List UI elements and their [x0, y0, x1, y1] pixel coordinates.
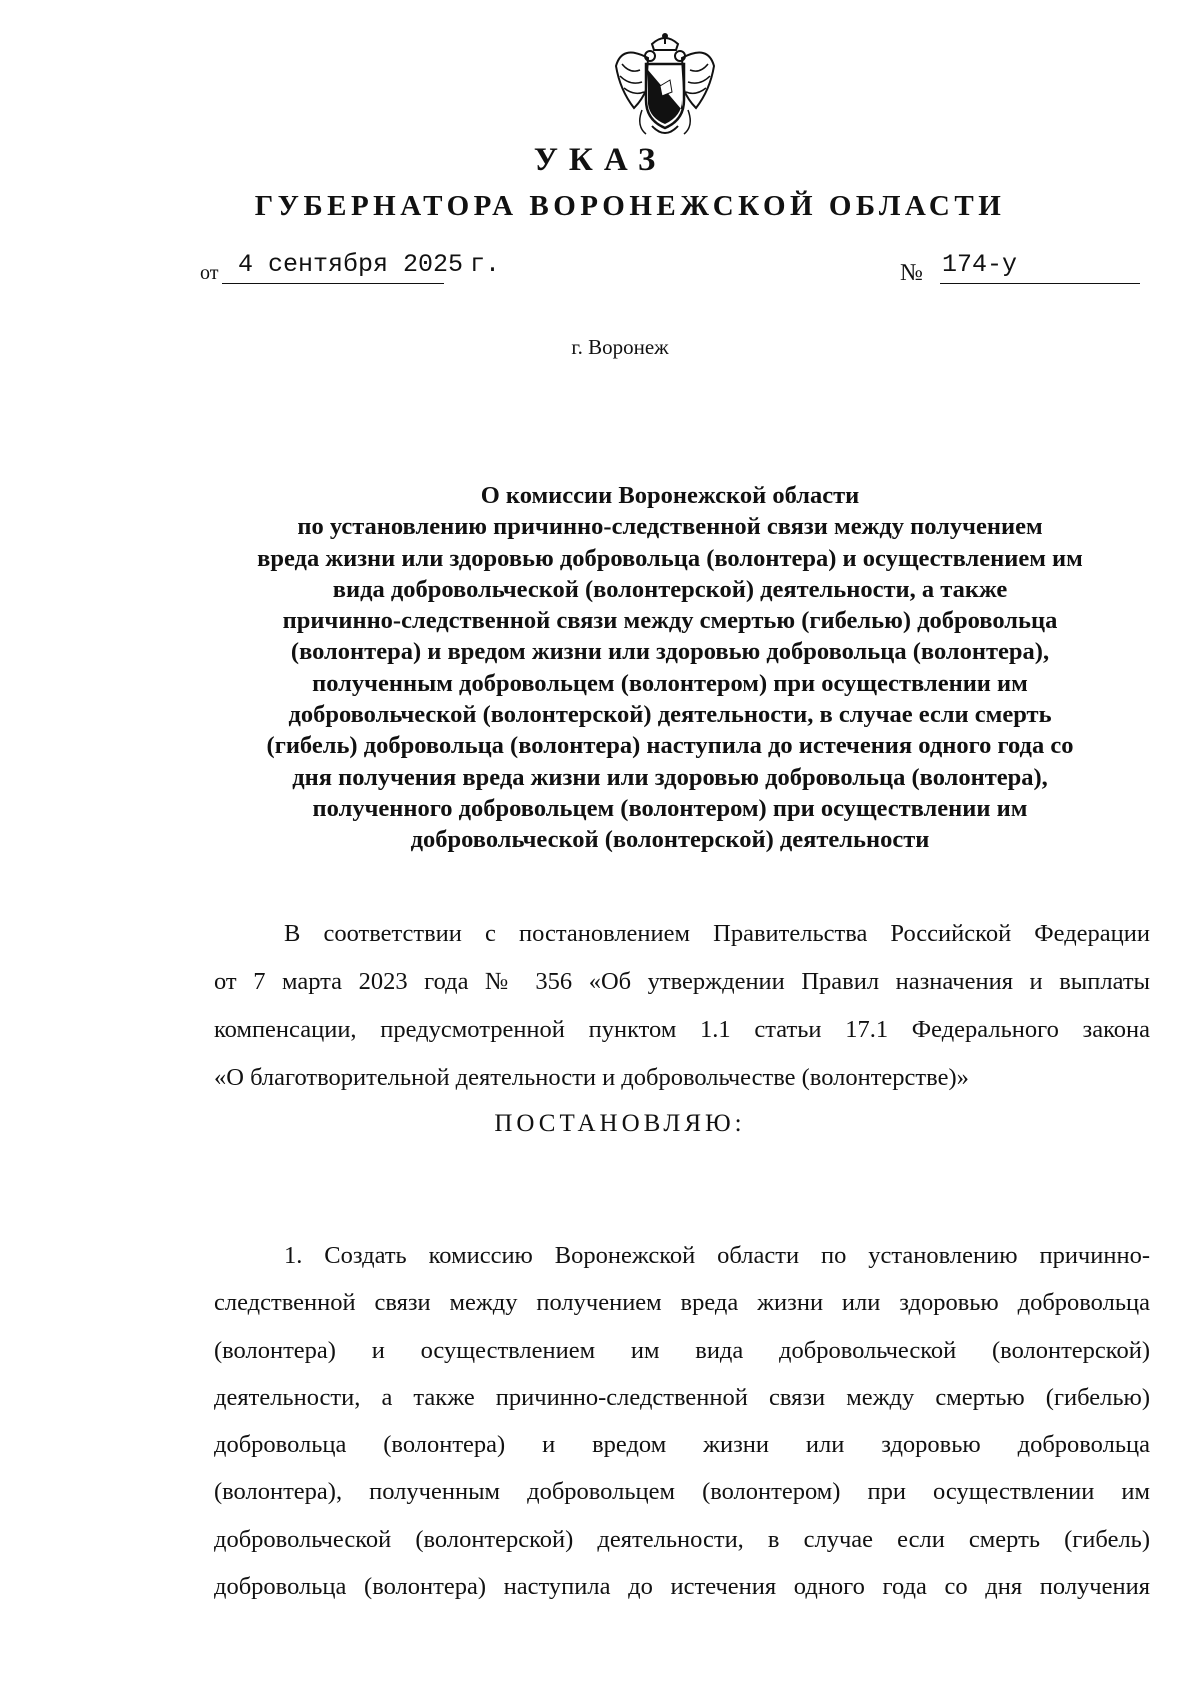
paragraph-line: 1. Создать комиссию Воронежской области по установлению причинно-: [284, 1242, 1150, 1269]
paragraph-line: следственной связи между получением вреда жизни или здоровью добровольца: [214, 1289, 1150, 1317]
preamble: [214, 910, 1150, 1102]
document-heading: [200, 480, 1140, 856]
coat-of-arms-icon: [612, 30, 718, 142]
date-suffix: г.: [470, 250, 501, 279]
paragraph-line: добровольца (волонтера) и вредом жизни или здоровью добровольца: [214, 1431, 1150, 1459]
heading-line: по установлению причинно-следственной связи между получением: [297, 513, 1043, 541]
heading-line: полученного добровольцем (волонтером) при осуществлении им: [312, 794, 1028, 822]
heading-line: вреда жизни или здоровью добровольца (волонтера) и осуществлением им: [257, 544, 1083, 572]
preamble-line: от 7 марта 2023 года № 356 «Об утверждении Правил назначения и выплаты: [214, 968, 1150, 995]
paragraph-line: добровольческой (волонтерской) деятельности, в случае если смерть (гибель): [214, 1525, 1150, 1553]
document-title: УКАЗ: [533, 142, 667, 178]
heading-line: полученным добровольцем (волонтером) при осуществлении им: [312, 669, 1028, 697]
heading-line: вида добровольческой (волонтерской) деятельности, а также: [332, 575, 1008, 603]
paragraph-line: (волонтера), полученным добровольцем (волонтером) при осуществлении им: [214, 1478, 1150, 1506]
paragraph-line: деятельности, а также причинно-следственной связи между смертью (гибелью): [214, 1383, 1150, 1411]
heading-line: дня получения вреда жизни или здоровью добровольца (волонтера),: [292, 763, 1048, 791]
city: г. Воронеж: [571, 335, 669, 359]
heading-line: (гибель) добровольца (волонтера) наступила до истечения одного года со: [266, 732, 1074, 760]
paragraph-line: (волонтера) и осуществлением им вида добровольческой (волонтерской): [214, 1336, 1150, 1364]
paragraph-1: [214, 1232, 1150, 1610]
preamble-line: В соответствии с постановлением Правительства Российской Федерации: [284, 920, 1150, 947]
decree-word: ПОСТАНОВЛЯЮ:: [494, 1110, 746, 1137]
date-value: 4 сентября 2025: [238, 250, 464, 279]
date-prefix: от: [200, 262, 219, 284]
heading-line: добровольческой (волонтерской) деятельности: [410, 826, 930, 854]
document-subtitle: ГУБЕРНАТОРА ВОРОНЕЖСКОЙ ОБЛАСТИ: [254, 190, 1006, 222]
date-number-row: [200, 250, 1140, 290]
heading-line: (волонтера) и вредом жизни или здоровью добровольца (волонтера),: [290, 638, 1050, 666]
heading-line: добровольческой (волонтерской) деятельности, в случае если смерть: [288, 701, 1052, 729]
preamble-line: «О благотворительной деятельности и добровольчестве (волонтерстве)»: [214, 1064, 969, 1091]
heading-line: причинно-следственной связи между смертью (гибелью) добровольца: [282, 607, 1058, 635]
date-underline: [222, 283, 444, 284]
heading-line: О комиссии Воронежской области: [480, 482, 860, 509]
number-underline: [940, 283, 1140, 284]
paragraph-line: добровольца (волонтера) наступила до истечения одного года со дня получения: [214, 1573, 1150, 1601]
number-prefix: №: [900, 260, 923, 286]
preamble-line: компенсации, предусмотренной пунктом 1.1 статьи 17.1 Федерального закона: [214, 1016, 1150, 1043]
number-value: 174-у: [942, 250, 1018, 279]
